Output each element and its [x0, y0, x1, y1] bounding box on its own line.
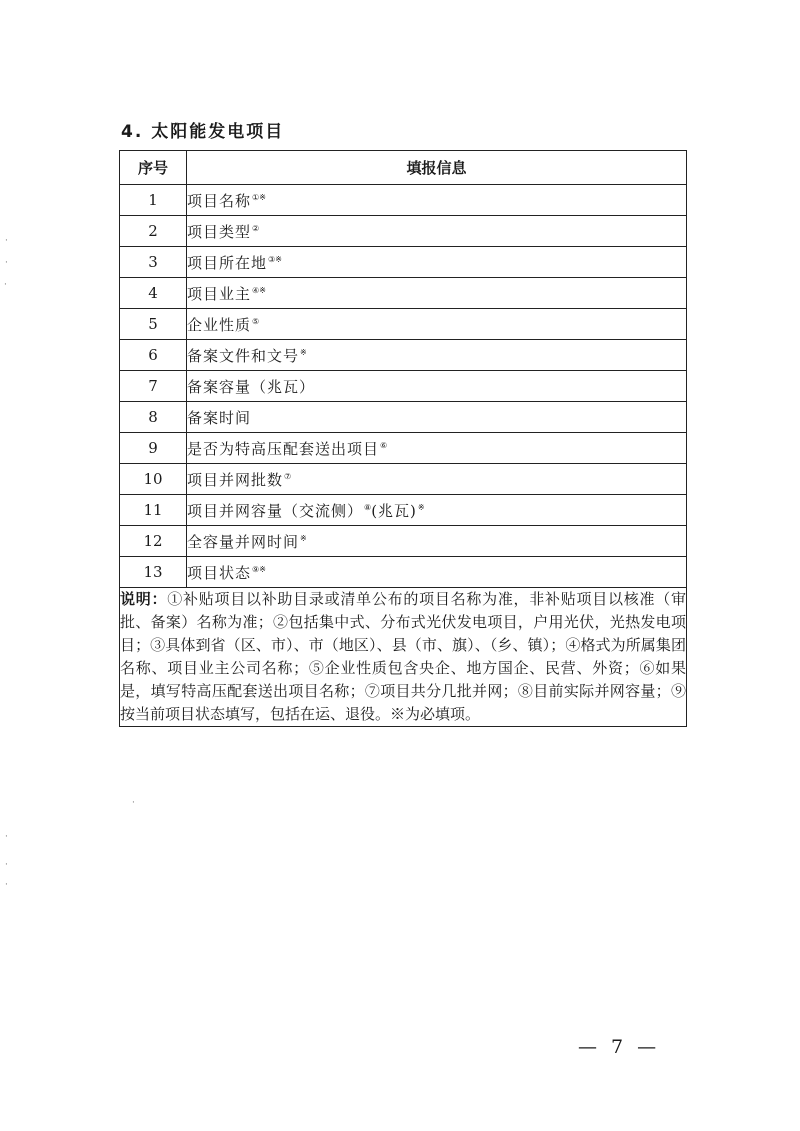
row-number: 4	[120, 278, 187, 309]
footnote-mark: ⑦	[284, 471, 292, 481]
footnote-mark: ⑤	[252, 316, 260, 326]
row-label-cell	[187, 526, 687, 557]
footnote-mark: ④※	[252, 285, 266, 295]
row-label-cell	[187, 185, 687, 216]
table-row	[120, 495, 687, 526]
row-label-suffix: (兆瓦)	[371, 501, 417, 520]
row-number: 12	[120, 526, 187, 557]
row-label: 备案容量（兆瓦）	[187, 377, 316, 396]
row-label-cell	[187, 495, 687, 526]
row-label-cell	[187, 433, 687, 464]
table-row	[120, 371, 687, 402]
row-label: 项目所在地	[187, 253, 268, 272]
row-label: 企业性质	[187, 315, 252, 334]
notes-row	[120, 588, 687, 727]
row-label: 项目并网容量（交流侧）	[187, 501, 364, 520]
row-number: 1	[120, 185, 187, 216]
row-label: 全容量并网时间	[187, 532, 300, 551]
table-row	[120, 185, 687, 216]
row-number: 2	[120, 216, 187, 247]
row-label-cell	[187, 247, 687, 278]
row-label: 项目业主	[187, 284, 252, 303]
row-number: 9	[120, 433, 187, 464]
table-row	[120, 247, 687, 278]
table-row	[120, 340, 687, 371]
scan-speck: ·	[5, 236, 8, 246]
footnote-mark: ①※	[252, 192, 266, 202]
row-number: 7	[120, 371, 187, 402]
header-index: 序号	[120, 151, 187, 185]
table-row	[120, 433, 687, 464]
row-number: 11	[120, 495, 187, 526]
table-header-row	[120, 151, 687, 185]
table-row	[120, 216, 687, 247]
scan-speck: ·	[5, 880, 8, 890]
section-title: 4. 太阳能发电项目	[121, 122, 285, 142]
footnote-mark: ※	[300, 347, 307, 357]
row-number: 5	[120, 309, 187, 340]
notes-cell	[120, 588, 687, 727]
footnote-mark: ⑨※	[252, 564, 266, 574]
solar-project-form-table	[119, 150, 687, 727]
row-label: 备案时间	[187, 408, 252, 427]
footnote-mark: ※	[300, 533, 307, 543]
table-row	[120, 278, 687, 309]
row-label-cell	[187, 557, 687, 588]
row-label-cell	[187, 309, 687, 340]
scan-speck: ·	[5, 258, 8, 268]
table-row	[120, 526, 687, 557]
footnote-mark: ③※	[268, 254, 282, 264]
row-label: 项目状态	[187, 563, 252, 582]
row-label-cell	[187, 340, 687, 371]
page-number: — 7 —	[578, 1036, 661, 1058]
table-row	[120, 464, 687, 495]
header-info: 填报信息	[187, 151, 687, 185]
row-label-cell	[187, 402, 687, 433]
scan-speck: ·	[132, 798, 135, 808]
row-label-cell	[187, 216, 687, 247]
row-number: 3	[120, 247, 187, 278]
scan-speck: ·	[5, 860, 8, 870]
notes-label: 说明：	[120, 590, 168, 608]
footnote-mark: ⑧	[364, 502, 372, 512]
row-number: 13	[120, 557, 187, 588]
row-label-cell	[187, 371, 687, 402]
row-label: 是否为特高压配套送出项目	[187, 439, 380, 458]
row-label: 项目并网批数	[187, 470, 284, 489]
row-number: 10	[120, 464, 187, 495]
row-number: 6	[120, 340, 187, 371]
scan-speck: ·	[5, 832, 8, 842]
row-label: 项目名称	[187, 191, 252, 210]
table-row	[120, 402, 687, 433]
row-label-cell	[187, 464, 687, 495]
footnote-mark: ※	[417, 502, 425, 512]
row-label-cell	[187, 278, 687, 309]
row-number: 8	[120, 402, 187, 433]
row-label: 项目类型	[187, 222, 252, 241]
footnote-mark: ⑥	[380, 440, 388, 450]
scan-speck: ·	[4, 280, 7, 290]
notes-text: ①补贴项目以补助目录或清单公布的项目名称为准，非补贴项目以核准（审批、备案）名称为准；②包括集中式、分布式光伏发电项目，户用光伏，光热发电项目；③具体到省（区、市）、市（地区）、县（市、旗）、（乡、镇）；④格式为所属集团名称、项目业主公司名称；⑤企业性质包含央企、地方国企、民营、外资；⑥如果是，填写特高压配套送出项目名称；⑦项目共分几批并网；⑧目前实际并网容量；⑨按当前项目状态填写，包括在运、退役。※为必填项。	[120, 590, 686, 723]
table-row	[120, 557, 687, 588]
table-row	[120, 309, 687, 340]
footnote-mark: ②	[252, 223, 260, 233]
row-label: 备案文件和文号	[187, 346, 300, 365]
